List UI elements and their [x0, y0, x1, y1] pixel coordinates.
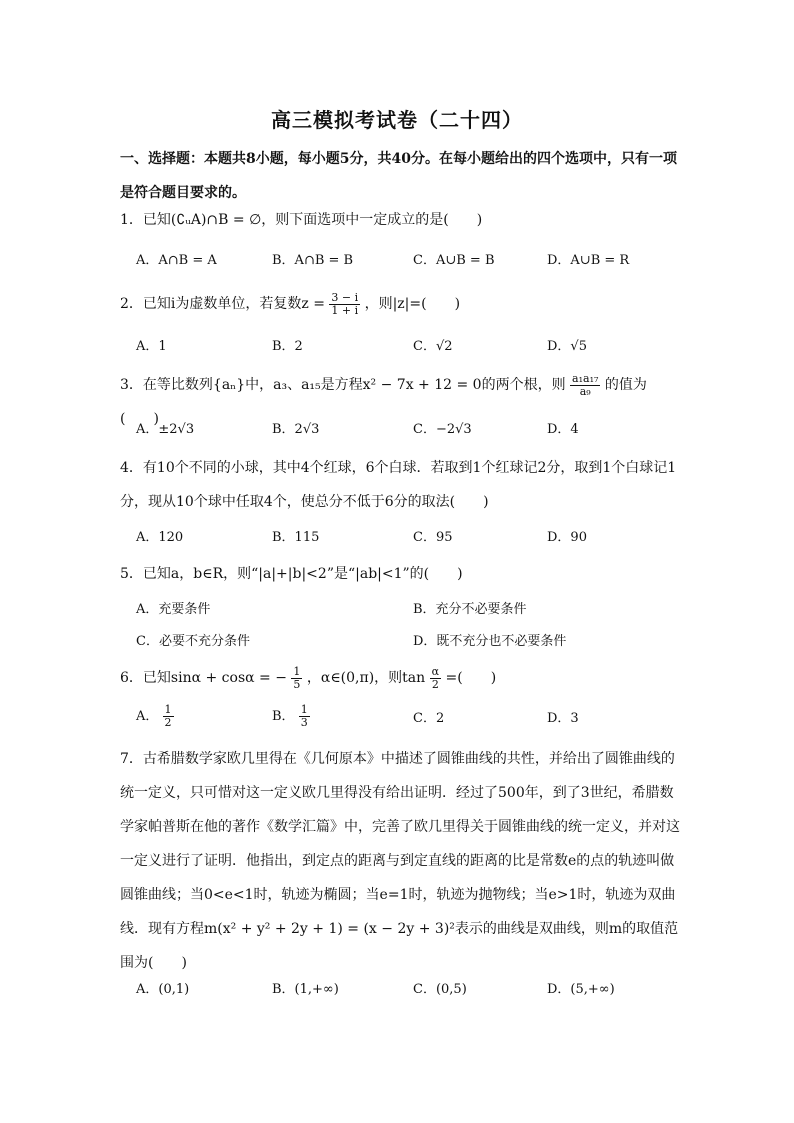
q1-option-d: D．A∪B = R: [547, 253, 630, 268]
q6-option-b-numerator: 1: [300, 703, 308, 716]
q6-option-a-fraction: [163, 704, 174, 729]
q2-option-d: D．√5: [547, 339, 587, 354]
q2-fraction: [329, 292, 360, 317]
question-3-stem: [120, 368, 680, 436]
q4-option-b: B．115: [272, 530, 320, 545]
q6-fraction-2-numerator: α: [431, 664, 440, 678]
q1-option-c: C．A∪B = B: [413, 253, 495, 268]
q2-fraction-numerator: 3 − i: [331, 290, 359, 304]
q6-fraction-2: [430, 666, 441, 691]
q6-option-c: C．2: [413, 711, 445, 726]
q6-stem-pre: 6．已知sinα + cosα = −: [120, 670, 287, 686]
q2-option-a: A．1: [136, 339, 167, 354]
q6-option-b-label: B．: [272, 709, 295, 724]
q5-option-b: B．充分不必要条件: [413, 602, 527, 617]
question-4-stem: 4．有10个不同的小球，其中4个红球，6个白球．若取到1个红球记2分，取到1个白球记1分，现从10个球中任取4个，使总分不低于6分的取法( ): [120, 460, 677, 510]
q6-fraction-1-denominator: 5: [293, 677, 301, 691]
q3-stem-pre: 3．在等比数列{aₙ}中，a₃、a₁₅是方程x² − 7x + 12 = 0的两个根，则: [120, 377, 566, 393]
q4-option-d: D．90: [547, 530, 587, 545]
q6-option-a-denominator: 2: [164, 716, 172, 729]
q6-option-b: [272, 704, 310, 729]
q1-option-a: A．A∩B = A: [136, 253, 217, 268]
q6-fraction-2-denominator: 2: [431, 677, 439, 691]
q3-stem-post: 的值为( ): [120, 377, 647, 427]
q6-option-b-fraction: [299, 704, 310, 729]
q6-stem-mid: ，α∈(0,π)，则tan: [306, 670, 426, 686]
q3-fraction-numerator: a₁a₁₇: [572, 371, 599, 385]
q6-fraction-1-numerator: 1: [293, 664, 301, 678]
question-2-stem: [120, 287, 680, 321]
q6-option-a: [136, 704, 174, 729]
question-6-stem: [120, 661, 680, 695]
q3-option-d: D．4: [547, 422, 579, 437]
q2-option-b: B．2: [272, 339, 303, 354]
q4-option-c: C．95: [413, 530, 453, 545]
q2-stem-post: ，则|z|=( ): [364, 296, 461, 312]
q3-option-b: B．2√3: [272, 422, 320, 437]
q6-option-d: D．3: [547, 711, 579, 726]
q6-option-a-label: A．: [136, 709, 159, 724]
q6-option-b-denominator: 3: [300, 716, 308, 729]
q5-option-d: D．既不充分也不必要条件: [413, 634, 567, 649]
page-title: 高三模拟考试卷（二十四）: [271, 108, 523, 132]
q5-option-c: C．必要不充分条件: [136, 634, 250, 649]
q5-option-a: A．充要条件: [136, 602, 211, 617]
q7-option-c: C．(0,5): [413, 982, 467, 997]
q1-option-b: B．A∩B = B: [272, 253, 354, 268]
question-1-stem: 1．已知(∁ᵤA)∩B = ∅，则下面选项中一定成立的是( ): [120, 212, 483, 228]
q4-option-a: A．120: [136, 530, 184, 545]
q3-fraction: [570, 373, 600, 398]
question-7-stem: 7．古希腊数学家欧几里得在《几何原本》中描述了圆锥曲线的共性，并给出了圆锥曲线的统一定义，只可惜对这一定义欧几里得没有给出证明．经过了500年，到了3世纪，希腊数学家帕普斯在他的著作《数学汇篇》中，完善了欧几里得关于圆锥曲线的统一定义，并对这一定义进行了证明．他指出，到定点的距离与到定直线的距离的比是常数e的点的轨迹叫做圆锥曲线；当0<e<1时，轨迹为椭圆；当e=1时，轨迹为抛物线；当e>1时，轨迹为双曲线．现有方程m(x² + y² + 2y + 1) = (x − 2y + 3)²表示的曲线是双曲线，则m的取值范围为( ): [120, 751, 680, 971]
q6-fraction-1: [291, 666, 302, 691]
q7-option-b: B．(1,+∞): [272, 982, 339, 997]
q7-option-a: A．(0,1): [136, 982, 190, 997]
question-5-stem: 5．已知a，b∈R，则“|a|+|b|<2”是“|ab|<1”的( ): [120, 566, 463, 582]
section-heading: 一、选择题：本题共8小题，每小题5分，共40分。在每小题给出的四个选项中，只有一项是符合题目要求的。: [120, 151, 677, 201]
q3-fraction-denominator: a₉: [579, 384, 591, 398]
q6-option-a-numerator: 1: [164, 703, 172, 716]
q2-option-c: C．√2: [413, 339, 453, 354]
q6-stem-post: =( ): [445, 670, 497, 686]
q2-stem-pre: 2．已知i为虚数单位，若复数z =: [120, 296, 325, 312]
q3-option-a: A．±2√3: [136, 422, 195, 437]
q7-option-d: D．(5,+∞): [547, 982, 615, 997]
q3-option-c: C．−2√3: [413, 422, 472, 437]
q2-fraction-denominator: 1 + i: [331, 303, 359, 317]
